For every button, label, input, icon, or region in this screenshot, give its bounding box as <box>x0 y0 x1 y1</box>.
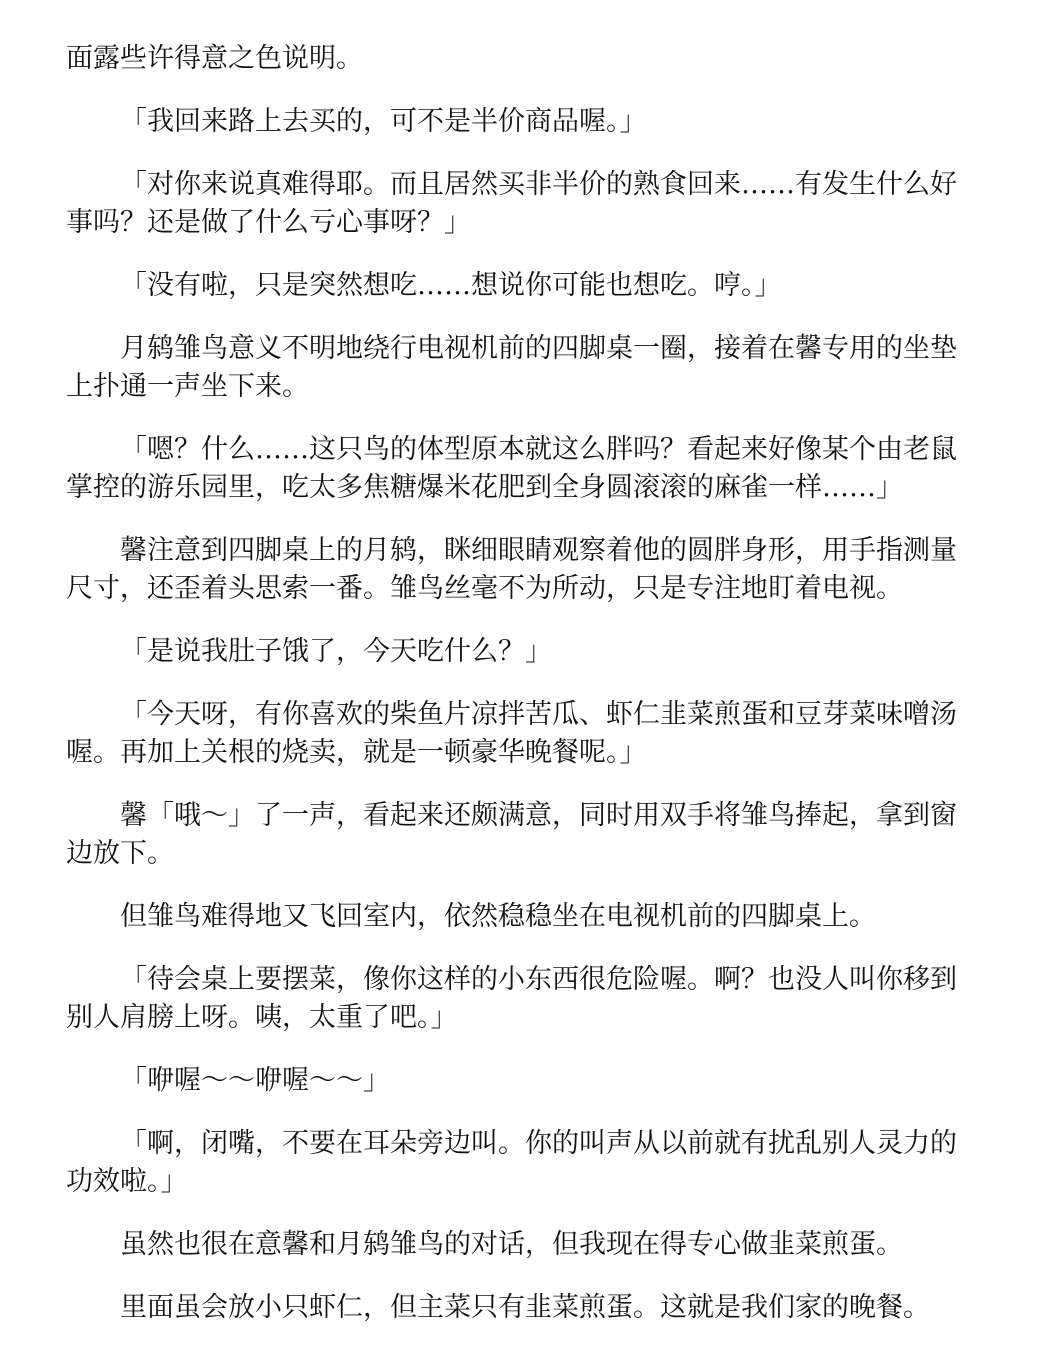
paragraph: 「对你来说真难得耶。而且居然买非半价的熟食回来……有发生什么好事吗？还是做了什么亏心事呀？」 <box>66 169 957 238</box>
paragraph: 里面虽会放小只虾仁，但主菜只有韭菜煎蛋。这就是我们家的晚餐。 <box>120 1292 930 1323</box>
paragraph: 馨「哦～」了一声，看起来还颇满意，同时用双手将雏鸟捧起，拿到窗边放下。 <box>66 800 957 869</box>
paragraph: 虽然也很在意馨和月鸫雏鸟的对话，但我现在得专心做韭菜煎蛋。 <box>120 1229 903 1260</box>
document-page <box>66 40 982 1352</box>
paragraph: 「是说我肚子饿了，今天吃什么？」 <box>120 636 552 667</box>
paragraph: 「待会桌上要摆菜，像你这样的小东西很危险喔。啊？也没人叫你移到别人肩膀上呀。咦，太重了吧。」 <box>66 964 957 1033</box>
paragraph: 「嗯？什么……这只鸟的体型原本就这么胖吗？看起来好像某个由老鼠掌控的游乐园里，吃太多焦糖爆米花肥到全身圆滚滚的麻雀一样……」 <box>66 434 957 503</box>
paragraph: 「我回来路上去买的，可不是半价商品喔。」 <box>120 106 647 137</box>
paragraph: 馨注意到四脚桌上的月鸫，眯细眼睛观察着他的圆胖身形，用手指测量尺寸，还歪着头思索一番。雏鸟丝毫不为所动，只是专注地盯着电视。 <box>66 535 957 604</box>
paragraph: 「没有啦，只是突然想吃……想说你可能也想吃。哼。」 <box>120 270 782 301</box>
paragraph: 「啊，闭嘴，不要在耳朵旁边叫。你的叫声从以前就有扰乱别人灵力的功效啦。」 <box>66 1128 957 1197</box>
paragraph: 「咿喔～～咿喔～～」 <box>120 1065 390 1096</box>
paragraph: 面露些许得意之色说明。 <box>66 43 363 74</box>
paragraph: 月鸫雏鸟意义不明地绕行电视机前的四脚桌一圈，接着在馨专用的坐垫上扑通一声坐下来。 <box>66 333 957 402</box>
paragraph: 「今天呀，有你喜欢的柴鱼片凉拌苦瓜、虾仁韭菜煎蛋和豆芽菜味噌汤喔。再加上关根的烧卖，就是一顿豪华晚餐呢。」 <box>66 699 957 768</box>
paragraph: 但雏鸟难得地又飞回室内，依然稳稳坐在电视机前的四脚桌上。 <box>120 901 876 932</box>
